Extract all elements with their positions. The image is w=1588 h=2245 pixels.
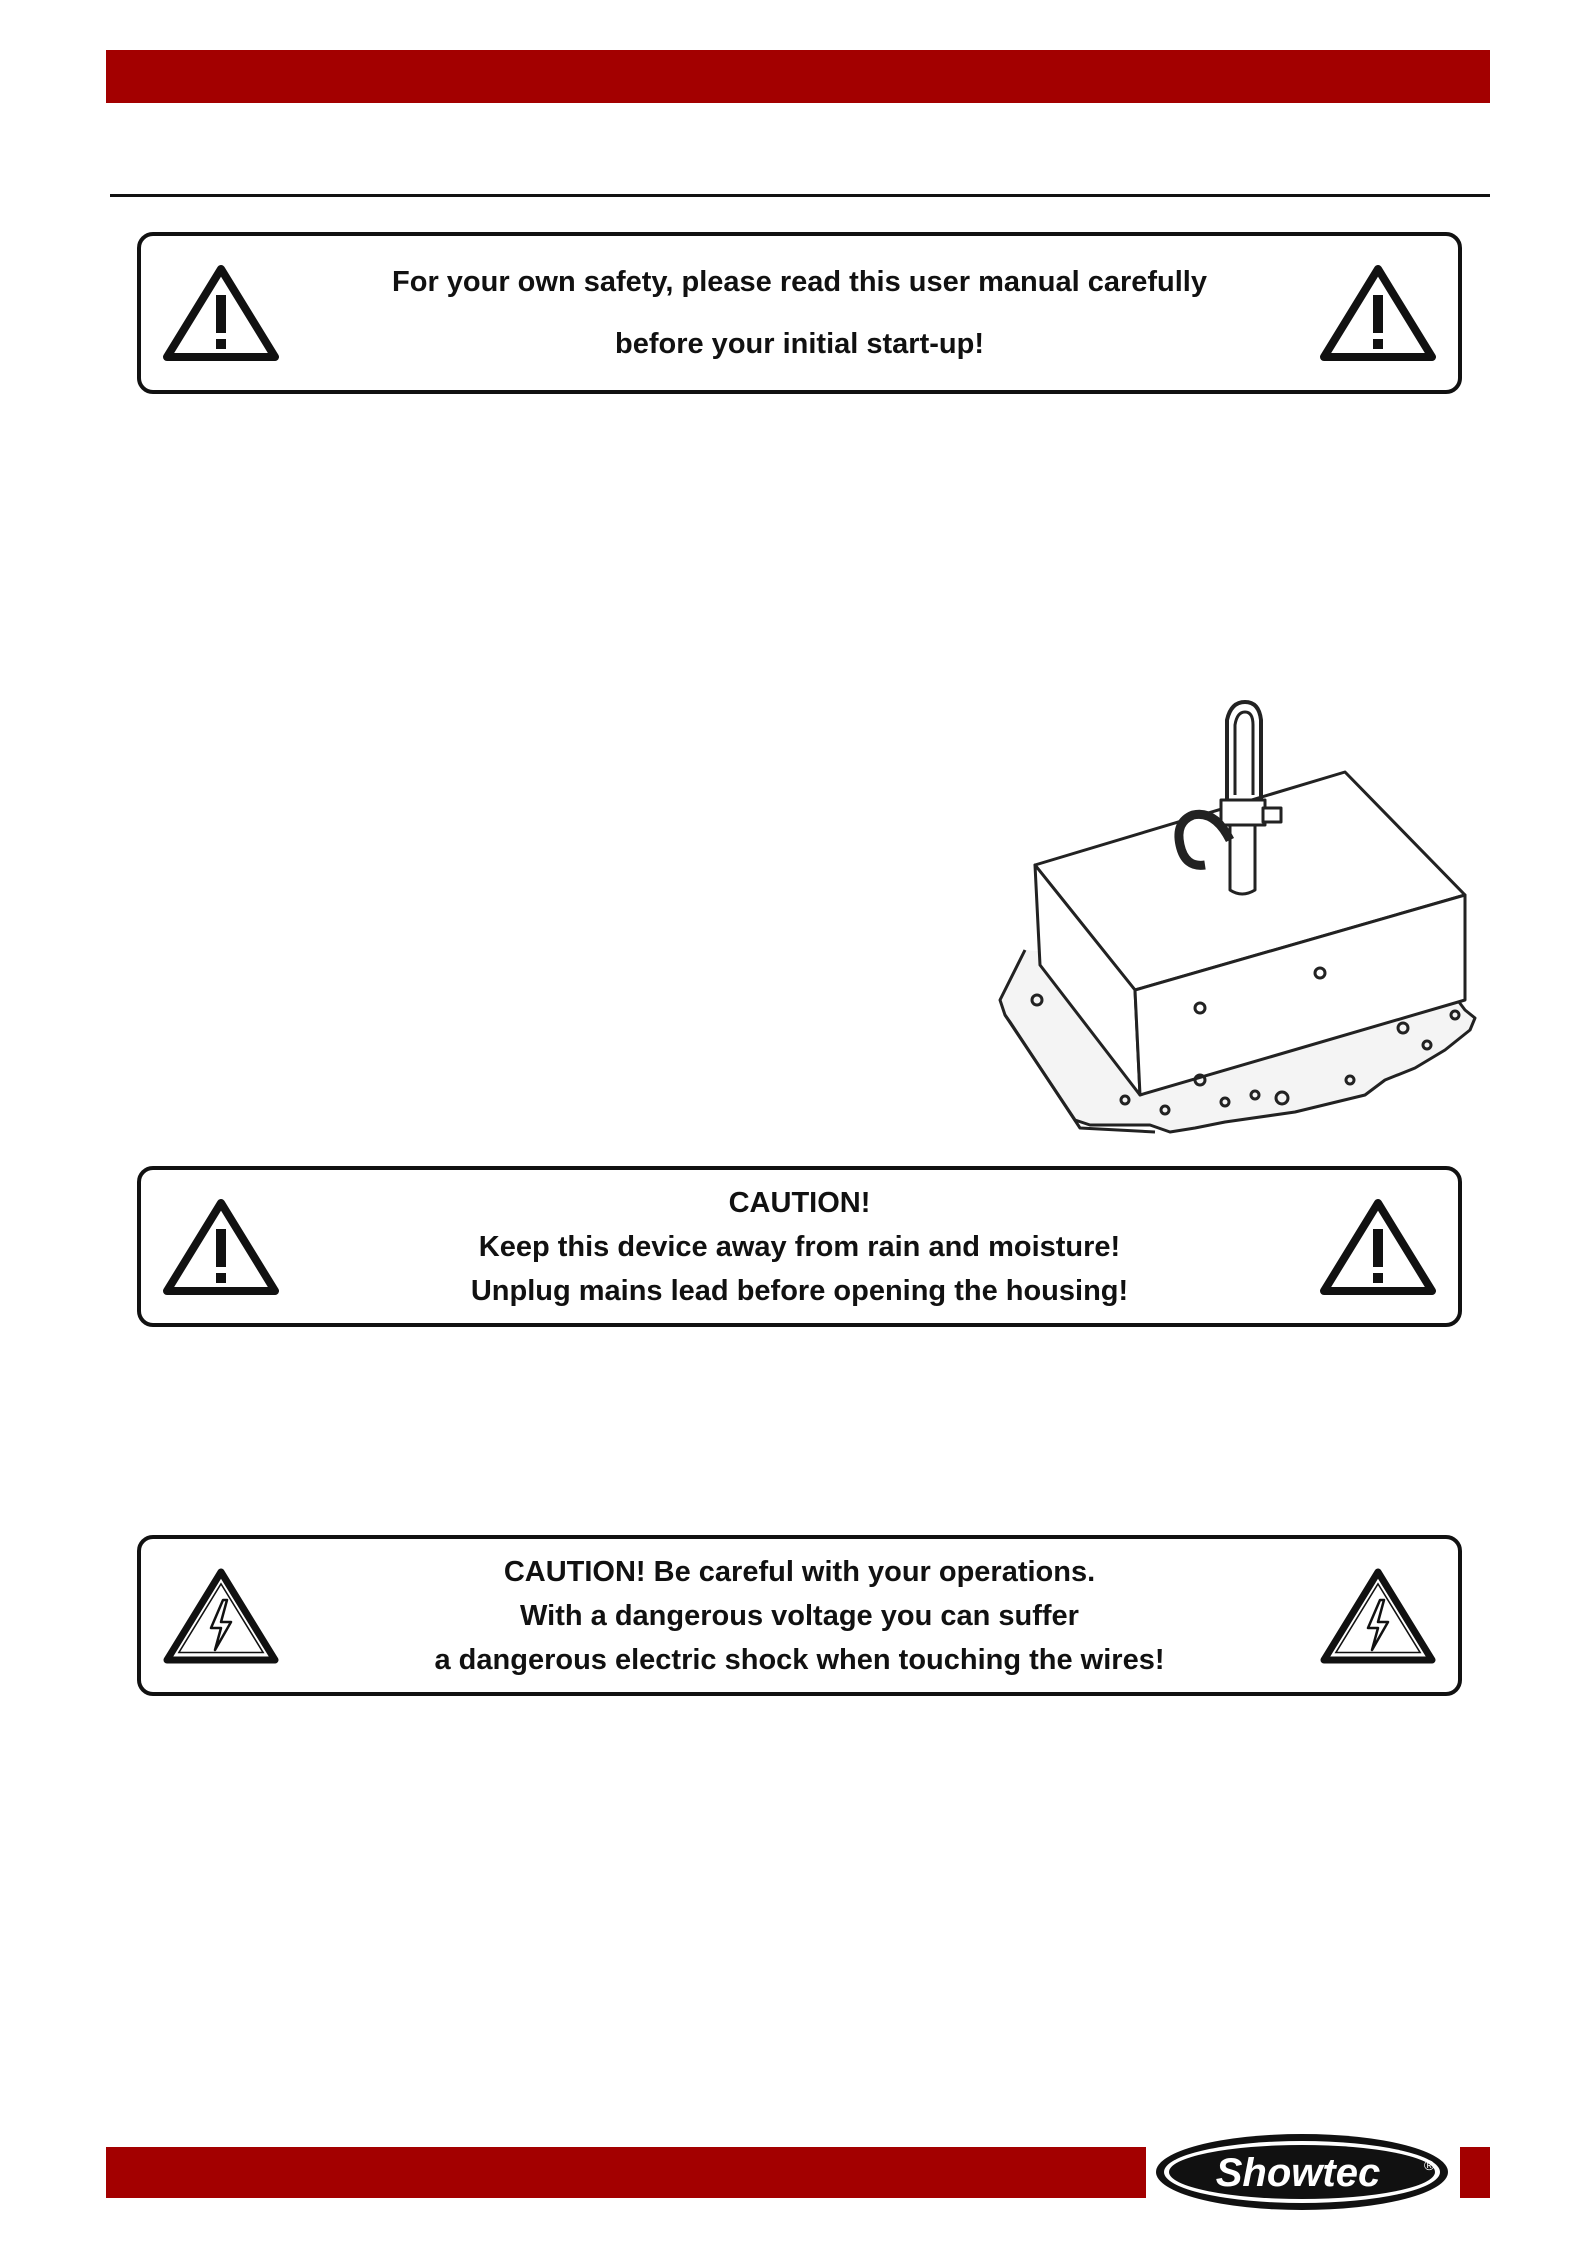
- warning-line: For your own safety, please read this user manual carefully: [392, 266, 1207, 298]
- footer-bar: [106, 2147, 1146, 2198]
- moisture-caution-box: [137, 1166, 1462, 1327]
- exclamation-triangle-icon: [161, 263, 281, 363]
- lightning-triangle-icon: [1318, 1566, 1438, 1666]
- exclamation-triangle-icon: [1318, 1197, 1438, 1297]
- footer-bar-end: [1460, 2147, 1490, 2198]
- lightning-triangle-icon: [161, 1566, 281, 1666]
- warning-line: Keep this device away from rain and moisture!: [478, 1230, 1121, 1263]
- moisture-caution-text: [291, 1181, 1308, 1313]
- registered-mark: ®: [1424, 2157, 1435, 2173]
- warning-line: before your initial start-up!: [615, 328, 984, 360]
- electric-shock-caution-box: [137, 1535, 1462, 1696]
- safety-warning-text: [291, 251, 1308, 375]
- warning-line: CAUTION! Be careful with your operations.: [503, 1555, 1096, 1588]
- header-bar: [106, 50, 1490, 103]
- warning-line: CAUTION!: [728, 1186, 871, 1219]
- mirror-ball-motor-illustration: [995, 700, 1505, 1140]
- logo-wordmark: Showtec: [1215, 2151, 1381, 2195]
- header-rule: [110, 194, 1490, 197]
- showtec-logo: [1152, 2130, 1452, 2214]
- warning-line: With a dangerous voltage you can suffer: [520, 1599, 1079, 1632]
- safety-warning-box: [137, 232, 1462, 394]
- electric-shock-caution-text: [291, 1550, 1308, 1682]
- warning-line: Unplug mains lead before opening the housing!: [470, 1274, 1129, 1307]
- exclamation-triangle-icon: [161, 1197, 281, 1297]
- warning-line: a dangerous electric shock when touching the wires!: [434, 1643, 1165, 1676]
- exclamation-triangle-icon: [1318, 263, 1438, 363]
